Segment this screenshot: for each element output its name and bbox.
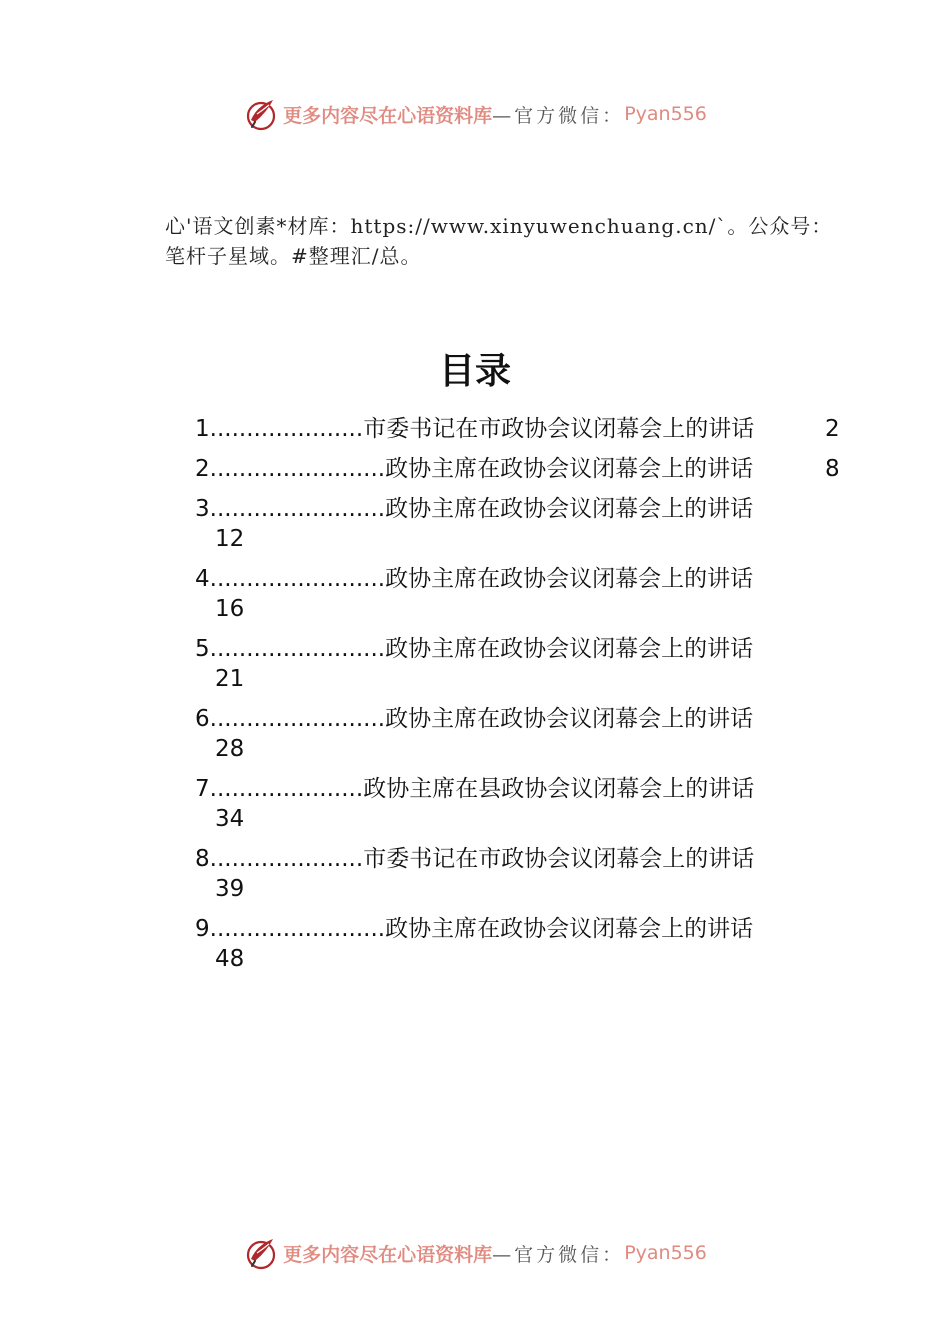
toc-entry-page: 21 (215, 666, 245, 692)
banner-wechat-id: Pyan556 (624, 103, 707, 125)
toc-entry[interactable] (195, 494, 805, 564)
banner-site-text: 更多内容尽在心语资料库 (283, 1243, 493, 1266)
toc-entry-number: 6 (195, 706, 210, 732)
toc-entry-leader: ........................ (209, 456, 386, 482)
toc-entry-page: 12 (215, 526, 245, 552)
toc-entry-title: 政协主席在政协会议闭幕会上的讲话 (385, 916, 754, 942)
toc-entry[interactable] (195, 774, 805, 844)
toc-entry-title: 市委书记在市政协会议闭幕会上的讲话 (363, 846, 755, 872)
toc-entry-page: 39 (215, 876, 245, 902)
toc-entry-page: 16 (215, 596, 245, 622)
toc-entry-leader: ..................... (209, 416, 364, 442)
toc-entry-number: 3 (195, 496, 210, 522)
toc-entry-title: 政协主席在政协会议闭幕会上的讲话 (385, 636, 754, 662)
table-of-contents (195, 414, 855, 984)
toc-entry-title: 市委书记在市政协会议闭幕会上的讲话 (363, 416, 755, 442)
toc-entry-title: 政协主席在政协会议闭幕会上的讲话 (385, 496, 754, 522)
pen-logo-icon (243, 96, 279, 132)
toc-entry-leader: ........................ (209, 636, 386, 662)
toc-entry-page: 8 (825, 456, 840, 482)
toc-entry-page: 48 (215, 946, 245, 972)
toc-entry-title: 政协主席在政协会议闭幕会上的讲话 (385, 706, 754, 732)
toc-entry-page: 2 (825, 416, 840, 442)
banner-wechat-label: —官方微信： (492, 104, 625, 127)
toc-entry-page: 28 (215, 736, 245, 762)
banner-wechat-id: Pyan556 (624, 1242, 707, 1264)
toc-title: 目录 (438, 350, 511, 392)
toc-entry-number: 5 (195, 636, 210, 662)
banner-wechat-label: —官方微信： (492, 1243, 625, 1266)
toc-entry-number: 1 (195, 416, 210, 442)
toc-entry[interactable] (195, 844, 805, 914)
toc-entry-page: 34 (215, 806, 245, 832)
toc-entry[interactable] (195, 914, 805, 984)
toc-entry-leader: ..................... (209, 776, 364, 802)
header-banner (0, 94, 950, 134)
toc-entry-leader: ........................ (209, 566, 386, 592)
toc-entry[interactable] (195, 564, 805, 634)
toc-entry[interactable] (195, 414, 840, 454)
pen-logo-icon (243, 1235, 279, 1271)
toc-entry-title: 政协主席在政协会议闭幕会上的讲话 (385, 456, 754, 482)
footer-banner (0, 1233, 950, 1273)
toc-entry-title: 政协主席在政协会议闭幕会上的讲话 (385, 566, 754, 592)
toc-entry-number: 4 (195, 566, 210, 592)
toc-entry-title: 政协主席在县政协会议闭幕会上的讲话 (363, 776, 755, 802)
toc-entry-number: 7 (195, 776, 210, 802)
toc-entry-number: 8 (195, 846, 210, 872)
toc-entry-leader: ........................ (209, 496, 386, 522)
toc-entry[interactable] (195, 704, 805, 774)
toc-entry-leader: ..................... (209, 846, 364, 872)
toc-entry[interactable] (195, 634, 805, 704)
toc-entry-leader: ........................ (209, 916, 386, 942)
toc-entry[interactable] (195, 454, 840, 494)
toc-entry-number: 2 (195, 456, 210, 482)
toc-entry-leader: ........................ (209, 706, 386, 732)
toc-entry-number: 9 (195, 916, 210, 942)
banner-site-text: 更多内容尽在心语资料库 (283, 104, 493, 127)
source-notice: 心'语文创素*材库：https://www.xinyuwenchuang.cn/`。公众号：笔杆子星域。#整理汇/总。 (165, 214, 833, 268)
